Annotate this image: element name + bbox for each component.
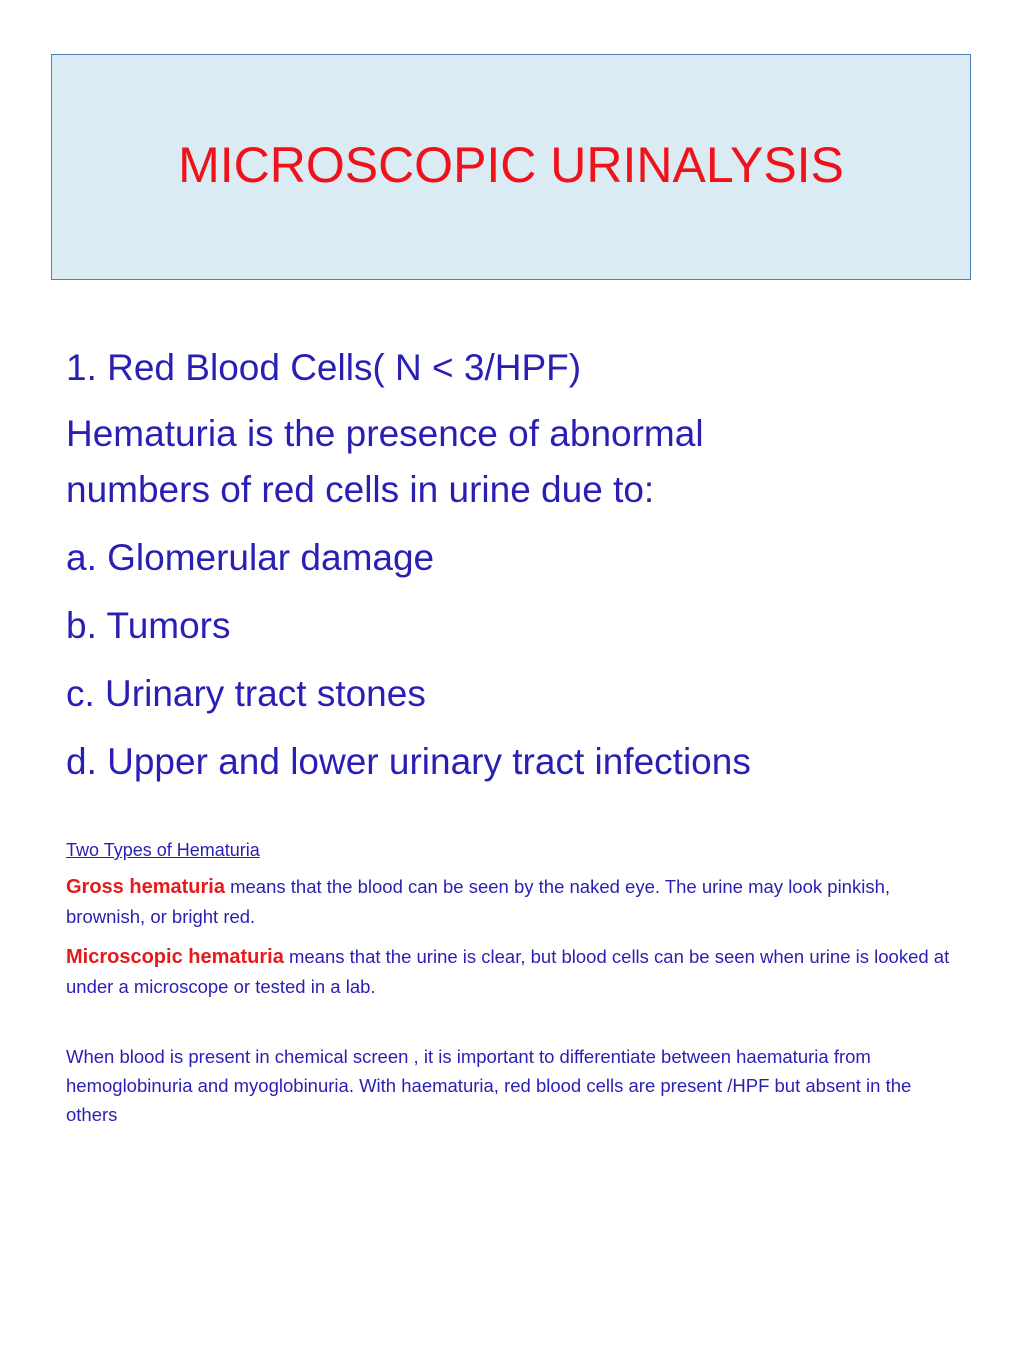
hematuria-intro bbox=[66, 406, 966, 518]
intro-line-1: Hematuria is the presence of abnormal bbox=[66, 413, 704, 454]
cause-item-stones: c. Urinary tract stones bbox=[66, 673, 426, 714]
cause-item-infections: d. Upper and lower urinary tract infections bbox=[66, 741, 751, 782]
title-box bbox=[51, 54, 971, 280]
intro-line-2: numbers of red cells in urine due to: bbox=[66, 469, 655, 510]
gross-hematuria-term: Gross hematuria bbox=[66, 876, 225, 898]
gross-hematuria-description: means that the blood can be seen by the naked eye. The urine may look pinkish, brownish, or bright red. bbox=[66, 876, 891, 927]
microscopic-hematuria-description: means that the urine is clear, but blood cells can be seen when urine is looked at under a microscope or tested in a lab. bbox=[66, 946, 950, 997]
microscopic-hematuria-paragraph bbox=[66, 942, 966, 1002]
microscopic-hematuria-term: Microscopic hematuria bbox=[66, 946, 284, 968]
rbc-heading: 1. Red Blood Cells( N < 3/HPF) bbox=[66, 347, 582, 388]
page-title: MICROSCOPIC URINALYSIS bbox=[178, 137, 844, 193]
gross-hematuria-paragraph bbox=[66, 872, 966, 932]
cause-item-glomerular: a. Glomerular damage bbox=[66, 537, 435, 578]
main-content bbox=[66, 340, 966, 802]
chemical-screen-note: When blood is present in chemical screen , it is important to differentiate between haematuria from hemoglobinuria and myoglobinuria. With haematuria, red blood cells are present /HPF but absent in the others bbox=[66, 1046, 912, 1125]
types-heading: Two Types of Hematuria bbox=[66, 840, 260, 860]
cause-item-tumors: b. Tumors bbox=[66, 605, 231, 646]
